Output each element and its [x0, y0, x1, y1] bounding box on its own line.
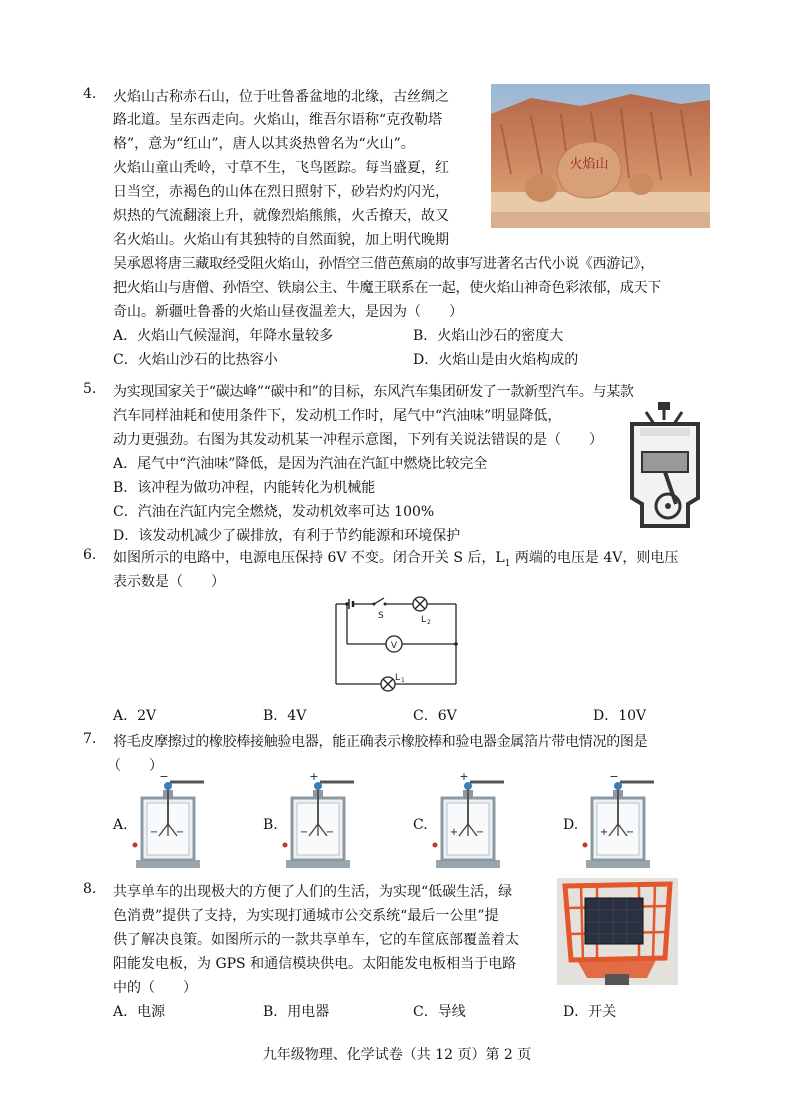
- right-leaf-charge-sign: −: [475, 827, 485, 838]
- q6-subscript: 1: [504, 558, 511, 569]
- electroscope-figure: [432, 772, 504, 870]
- figure-label: B.: [263, 817, 278, 833]
- q6-text: 两端的电压是 4V，则电压: [510, 550, 679, 566]
- q4-line: 格”，意为“红山”，唐人以其炎热曾名为“火山”。: [113, 136, 415, 152]
- option-b: B．该冲程为做功冲程，内能转化为机械能: [113, 480, 376, 496]
- option-a: A．尾气中“汽油味”降低，是因为汽油在汽缸中燃烧比较完全: [113, 456, 488, 472]
- q4-line: 火焰山古称赤石山，位于吐鲁番盆地的北缘，古丝绸之: [113, 89, 449, 105]
- lamp1-label: L: [395, 673, 401, 683]
- rod-charge-sign: +: [309, 772, 319, 783]
- option-a: A．2V: [113, 708, 157, 724]
- question-number: 4.: [83, 86, 97, 102]
- q5-line: 动力更强劲。右图为其发动机某一冲程示意图，下列有关说法错误的是（ ）: [113, 432, 603, 448]
- left-leaf-charge-sign: +: [449, 827, 459, 838]
- rod-charge-sign: +: [459, 772, 469, 783]
- q6-text: 如图所示的电路中，电源电压保持 6V 不变。闭合开关 S 后，L: [113, 550, 505, 566]
- electroscope-figure: [282, 772, 354, 870]
- question-number: 7.: [83, 731, 97, 747]
- right-leaf-charge-sign: −: [625, 827, 635, 838]
- q4-line: 路北道。呈东西走向。火焰山，维吾尔语称“克孜勒塔: [113, 112, 443, 128]
- q5-line: 为实现国家关于“碳达峰”“碳中和”的目标，东风汽车集团研发了一款新型汽车。与某款: [113, 384, 634, 400]
- q4-line: 奇山。新疆吐鲁番的火焰山昼夜温差大，是因为（ ）: [113, 304, 463, 320]
- rod-charge-sign: −: [159, 772, 169, 783]
- electroscope-figure: [582, 772, 654, 870]
- lamp2-subscript: 2: [427, 619, 431, 626]
- right-leaf-charge-sign: −: [175, 827, 185, 838]
- engine-stroke-diagram: [626, 398, 704, 536]
- q4-line: 把火焰山与唐僧、孙悟空、铁扇公主、牛魔王联系在一起，使火焰山神奇色彩浓郁，成天下: [113, 280, 661, 296]
- q8-line: 色消费”提供了支持，为实现打通城市公交系统“最后一公里”提: [113, 908, 499, 924]
- figure-label: D.: [563, 817, 579, 833]
- q7-line: （ ）: [107, 758, 163, 774]
- q4-line: 火焰山童山秃岭，寸草不生，飞鸟匿踪。每当盛夏，红: [113, 160, 449, 176]
- option-c: C．火焰山沙石的比热容小: [113, 352, 278, 368]
- option-b: B．4V: [263, 708, 307, 724]
- question-number: 6.: [83, 547, 97, 563]
- option-a: A．火焰山气候湿润，年降水量较多: [113, 328, 334, 344]
- bike-basket-solar-panel-photo: [557, 878, 678, 985]
- left-leaf-charge-sign: +: [599, 827, 609, 838]
- left-leaf-charge-sign: −: [149, 827, 159, 838]
- flaming-mountain-photo: [491, 84, 710, 228]
- q7-line: 将毛皮摩擦过的橡胶棒接触验电器，能正确表示橡胶棒和验电器金属箔片带电情况的图是: [113, 734, 648, 750]
- q5-line: 汽车同样油耗和使用条件下，发动机工作时，尾气中“汽油味”明显降低，: [113, 408, 562, 424]
- q4-line: 日当空，赤褐色的山体在烈日照射下，砂岩灼灼闪光，: [113, 184, 449, 200]
- q4-line: 吴承恩将唐三藏取经受阻火焰山，孙悟空三借芭蕉扇的故事写进著名古代小说《西游记》，: [113, 256, 654, 272]
- q6-line: 表示数是（ ）: [113, 574, 225, 590]
- question-number: 5.: [83, 381, 97, 397]
- electroscope-figure: [132, 772, 204, 870]
- stone-inscription: 火焰山: [569, 157, 609, 172]
- circuit-diagram: [330, 592, 470, 694]
- q8-line: 阳能发电板，为 GPS 和通信模块供电。太阳能发电板相当于电路: [113, 956, 517, 972]
- option-d: D．10V: [593, 708, 647, 724]
- left-leaf-charge-sign: −: [299, 827, 309, 838]
- option-d: D．火焰山是由火焰构成的: [413, 352, 579, 368]
- right-leaf-charge-sign: −: [325, 827, 335, 838]
- rod-charge-sign: −: [609, 772, 619, 783]
- lamp1-subscript: 1: [401, 677, 405, 684]
- option-a: A．电源: [113, 1004, 166, 1020]
- option-d: D．开关: [563, 1004, 617, 1020]
- q8-line: 中的（ ）: [113, 980, 197, 996]
- q8-line: 供了解决良策。如图所示的一款共享单车，它的车筐底部覆盖着太: [113, 932, 519, 948]
- voltmeter-label: V: [390, 641, 398, 651]
- option-b: B．火焰山沙石的密度大: [413, 328, 564, 344]
- question-number: 8.: [83, 881, 97, 897]
- figure-label: C.: [413, 817, 428, 833]
- figure-label: A.: [113, 817, 128, 833]
- switch-label: S: [378, 611, 384, 621]
- option-d: D．该发动机减少了碳排放，有利于节约能源和环境保护: [113, 528, 461, 544]
- q6-line: [113, 547, 678, 569]
- option-b: B．用电器: [263, 1004, 330, 1020]
- page-footer: 九年级物理、化学试卷（共 12 页）第 2 页: [262, 1047, 532, 1063]
- lamp2-label: L: [421, 615, 427, 625]
- q4-line: 炽热的气流翻滚上升，就像烈焰熊熊，火舌撩天，故又: [113, 208, 449, 224]
- option-c: C．汽油在汽缸内完全燃烧，发动机效率可达 100%: [113, 504, 435, 520]
- q4-line: 名火焰山。火焰山有其独特的自然面貌，加上明代晚期: [113, 232, 449, 248]
- option-c: C．导线: [413, 1004, 466, 1020]
- q8-line: 共享单车的出现极大的方便了人们的生活，为实现“低碳生活，绿: [113, 884, 513, 900]
- option-c: C．6V: [413, 708, 457, 724]
